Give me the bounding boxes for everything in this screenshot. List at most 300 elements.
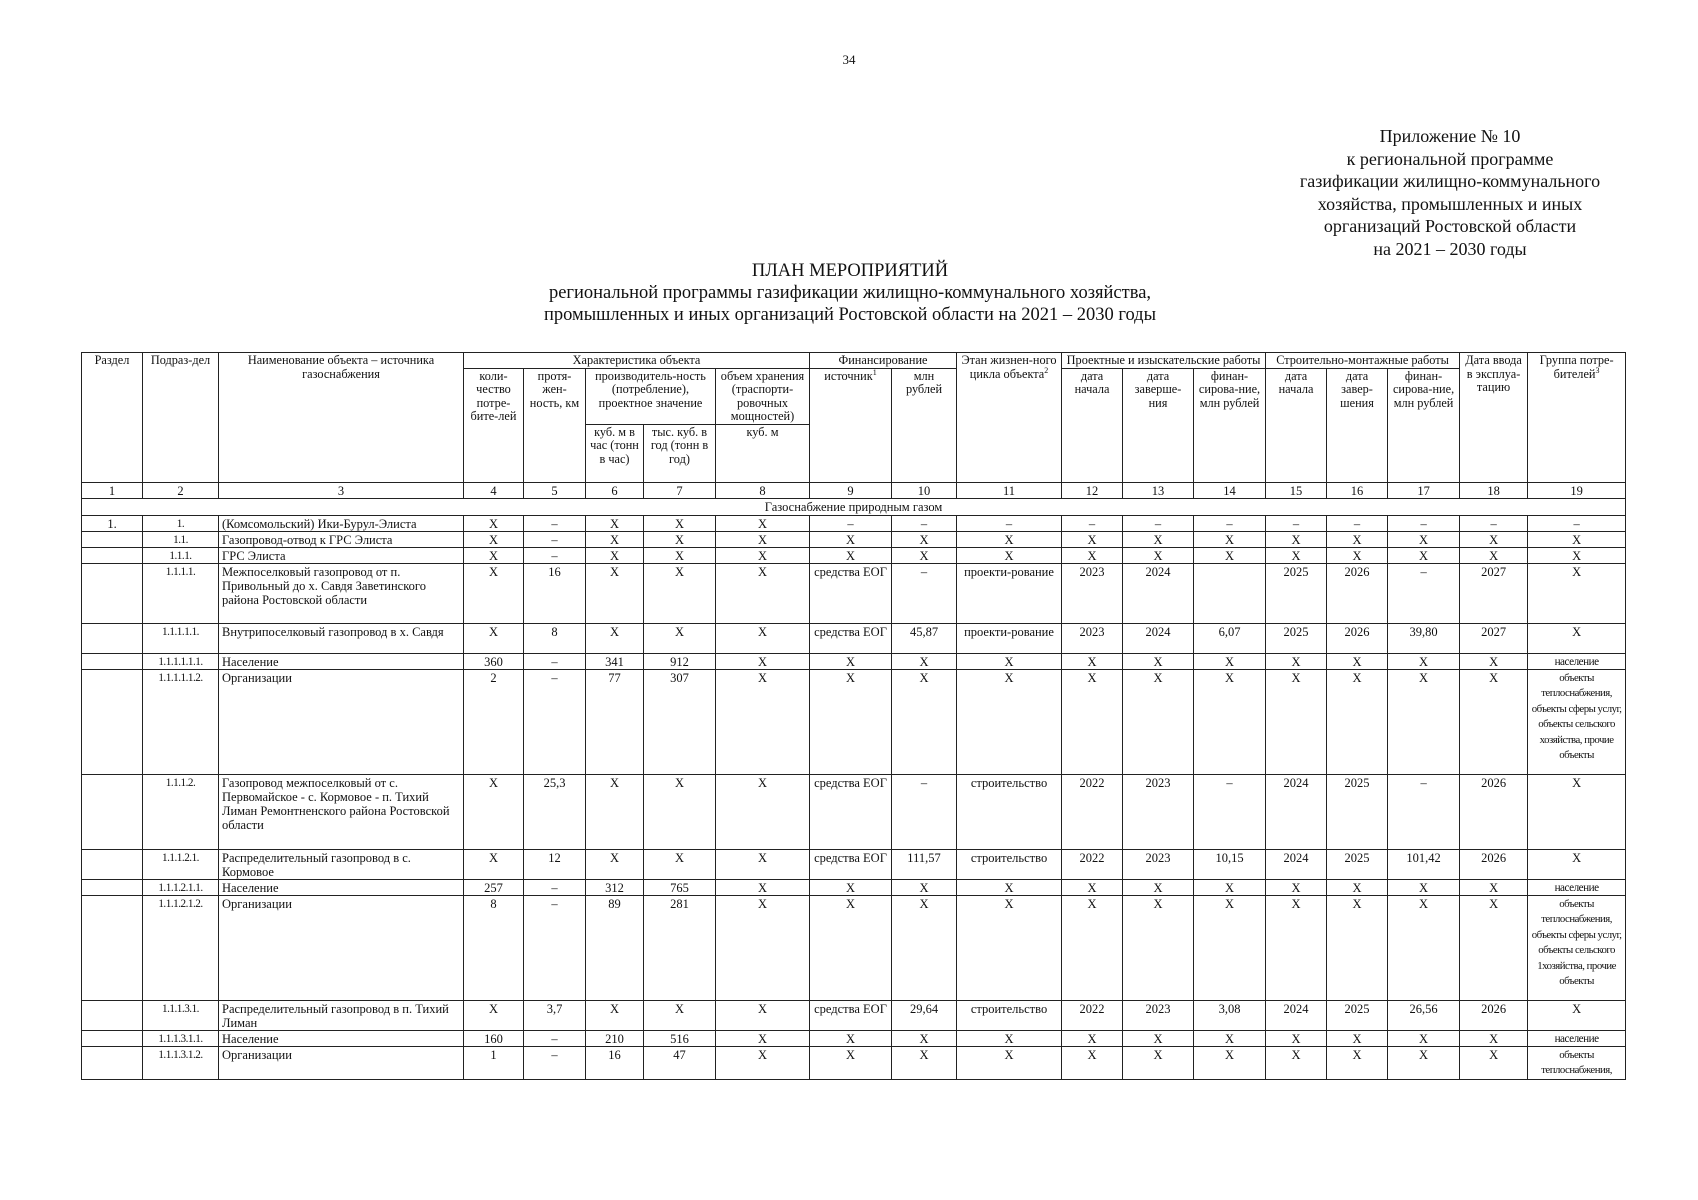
cell-code: 1.1.1.2.1. [143,849,219,879]
cell-c9: средства ЕОГ [810,623,892,653]
cell-c12: 2022 [1062,1000,1123,1030]
column-number: 12 [1062,482,1123,498]
cell-c12: X [1062,531,1123,547]
cell-c19: X [1528,531,1626,547]
title-subtitle: промышленных и иных организаций Ростовской области на 2021 – 2030 годы [543,305,1157,325]
cell-c5: 3,7 [524,1000,586,1030]
header-capacity-year: тыс. куб. в год (тонн в год) [644,424,716,482]
cell-c7: 765 [644,879,716,895]
header-financing: Финансирование [810,353,957,369]
cell-c9: средства ЕОГ [810,1000,892,1030]
cell-c17: X [1388,669,1460,774]
cell-c14: – [1194,774,1266,849]
cell-c15: 2025 [1266,623,1327,653]
cell-c18: X [1460,1046,1528,1079]
cell-c13: 2023 [1123,774,1194,849]
cell-c16: 2025 [1327,774,1388,849]
cell-c10: X [892,895,957,1000]
column-number: 5 [524,482,586,498]
table-row [82,895,1626,1000]
cell-c14: X [1194,531,1266,547]
cell-c12: X [1062,879,1123,895]
cell-c12: X [1062,669,1123,774]
cell-c18: 2027 [1460,563,1528,623]
column-number: 3 [219,482,464,498]
cell-c14 [1194,563,1266,623]
cell-c17: X [1388,1046,1460,1079]
cell-c10: 29,64 [892,1000,957,1030]
cell-c16: X [1327,653,1388,669]
cell-name: Организации [219,669,464,774]
cell-c16: 2025 [1327,1000,1388,1030]
cell-c4: X [464,849,524,879]
cell-c6: 210 [586,1030,644,1046]
appendix-line: хозяйства, промышленных и иных [1317,193,1583,214]
column-number: 4 [464,482,524,498]
cell-c19: X [1528,1000,1626,1030]
cell-c9: X [810,547,892,563]
cell-c15: X [1266,531,1327,547]
cell-c12: X [1062,1046,1123,1079]
table-row [82,623,1626,653]
cell-c7: 516 [644,1030,716,1046]
table-row [82,653,1626,669]
header-razdel: Раздел [82,353,143,483]
cell-c12: – [1062,515,1123,531]
header-smr-end: дата завер-шения [1327,368,1388,482]
cell-c14: X [1194,669,1266,774]
cell-c10: X [892,669,957,774]
cell-c8: X [716,1030,810,1046]
cell-c8: X [716,879,810,895]
cell-c16: X [1327,895,1388,1000]
cell-c11: проекти-рование [957,563,1062,623]
cell-c17: X [1388,547,1460,563]
cell-c10: X [892,1046,957,1079]
header-pir-start: дата начала [1062,368,1123,482]
cell-c16: X [1327,1030,1388,1046]
column-number: 1 [82,482,143,498]
cell-c5: 16 [524,563,586,623]
column-number: 18 [1460,482,1528,498]
cell-c9: X [810,1046,892,1079]
table-row [82,547,1626,563]
cell-name: Организации [219,1046,464,1079]
table-row [82,774,1626,849]
cell-c8: X [716,1000,810,1030]
cell-c11: X [957,1030,1062,1046]
plan-table [81,352,1626,1080]
cell-code: 1.1.1.2.1.1. [143,879,219,895]
cell-c18: X [1460,547,1528,563]
cell-c19: объекты теплоснабжения, объекты сферы услуг, объекты сельского хозяйства, прочие объекты [1528,669,1626,774]
cell-c11: X [957,547,1062,563]
cell-c13: X [1123,531,1194,547]
cell-c8: X [716,547,810,563]
cell-c19: объекты теплоснабжения, объекты сферы услуг, объекты сельского 1хозяйства, прочие объекты [1528,895,1626,1000]
table-row [82,515,1626,531]
cell-code: 1.1.1.1.1.2. [143,669,219,774]
column-number: 9 [810,482,892,498]
table-body [82,515,1626,1079]
header-pir-financing: финан-сирова-ние, млн рублей [1194,368,1266,482]
cell-c19: X [1528,563,1626,623]
cell-razdel [82,623,143,653]
cell-c6: X [586,515,644,531]
cell-name: Газопровод межпоселковый от с. Первомайское - с. Кормовое - п. Тихий Лиман Ремонтненского района Ростовской области [219,774,464,849]
cell-c6: X [586,1000,644,1030]
cell-c16: X [1327,547,1388,563]
cell-c8: X [716,895,810,1000]
table-row [82,563,1626,623]
column-number: 13 [1123,482,1194,498]
cell-c17: – [1388,774,1460,849]
cell-c7: X [644,515,716,531]
cell-c4: 360 [464,653,524,669]
section-title: Газоснабжение природным газом [82,498,1626,515]
cell-c9: X [810,531,892,547]
cell-c18: X [1460,531,1528,547]
cell-c17: X [1388,1030,1460,1046]
cell-c7: X [644,563,716,623]
cell-c8: X [716,653,810,669]
cell-razdel [82,531,143,547]
cell-c12: 2023 [1062,623,1123,653]
cell-c15: X [1266,1046,1327,1079]
header-object-name: Наименование объекта – источника газоснабжения [219,353,464,483]
cell-c10: – [892,774,957,849]
cell-c16: – [1327,515,1388,531]
cell-c13: 2023 [1123,1000,1194,1030]
cell-c7: 307 [644,669,716,774]
cell-c14: X [1194,653,1266,669]
cell-razdel [82,563,143,623]
cell-c9: X [810,895,892,1000]
cell-c15: X [1266,669,1327,774]
cell-c18: 2026 [1460,1000,1528,1030]
header-consumer-group: Группа потре-бителей$^3$ [1528,353,1626,483]
column-number: 19 [1528,482,1626,498]
cell-c19: X [1528,547,1626,563]
header-smr-start: дата начала [1266,368,1327,482]
cell-razdel [82,879,143,895]
column-numbers-row [82,482,1626,498]
cell-c13: X [1123,653,1194,669]
cell-razdel [82,547,143,563]
cell-c13: X [1123,1030,1194,1046]
cell-c7: X [644,774,716,849]
cell-c16: X [1327,879,1388,895]
column-number: 15 [1266,482,1327,498]
table-row [82,879,1626,895]
cell-c7: X [644,531,716,547]
page-number: 34 [842,52,856,67]
cell-razdel: 1. [82,515,143,531]
column-number: 14 [1194,482,1266,498]
cell-c8: X [716,669,810,774]
cell-c11: X [957,653,1062,669]
cell-code: 1.1.1.2.1.2. [143,895,219,1000]
cell-c9: – [810,515,892,531]
cell-c11: X [957,879,1062,895]
cell-c5: – [524,531,586,547]
cell-c12: 2022 [1062,774,1123,849]
cell-c18: X [1460,879,1528,895]
column-number: 16 [1327,482,1388,498]
cell-c14: X [1194,879,1266,895]
header-storage-unit: куб. м [716,424,810,482]
cell-code: 1.1.1.2. [143,774,219,849]
cell-c14: 10,15 [1194,849,1266,879]
cell-c16: X [1327,669,1388,774]
cell-c6: X [586,531,644,547]
cell-c13: – [1123,515,1194,531]
cell-c8: X [716,774,810,849]
table-row [82,1030,1626,1046]
cell-c17: – [1388,563,1460,623]
cell-c16: 2026 [1327,563,1388,623]
cell-c6: X [586,849,644,879]
cell-code: 1.1.1. [143,547,219,563]
cell-c9: X [810,879,892,895]
header-smr-financing: финан-сирова-ние, млн рублей [1388,368,1460,482]
cell-c19: X [1528,849,1626,879]
cell-name: (Комсомольский) Ики-Бурул-Элиста [219,515,464,531]
cell-code: 1.1.1.1.1.1. [143,653,219,669]
cell-code: 1.1.1.1. [143,563,219,623]
cell-c7: X [644,849,716,879]
header-commissioning-date: Дата ввода в эксплуа-тацию [1460,353,1528,483]
appendix-line: Приложение № 10 [1379,126,1521,146]
cell-c15: 2024 [1266,774,1327,849]
cell-c18: – [1460,515,1528,531]
appendix-line: организаций Ростовской области [1323,216,1577,236]
cell-c13: X [1123,895,1194,1000]
cell-c10: 111,57 [892,849,957,879]
header-source: источник$^1$ [810,368,892,482]
cell-c8: X [716,515,810,531]
cell-code: 1.1. [143,531,219,547]
cell-razdel [82,1030,143,1046]
cell-c15: 2024 [1266,1000,1327,1030]
cell-c5: – [524,547,586,563]
cell-c12: X [1062,895,1123,1000]
cell-c7: X [644,547,716,563]
cell-c17: 26,56 [1388,1000,1460,1030]
cell-name: Распределительный газопровод в с. Кормовое [219,849,464,879]
cell-code: 1.1.1.3.1.2. [143,1046,219,1079]
column-number: 6 [586,482,644,498]
cell-c8: X [716,1046,810,1079]
cell-c10: X [892,531,957,547]
cell-c7: 912 [644,653,716,669]
cell-c12: 2022 [1062,849,1123,879]
cell-c14: X [1194,1030,1266,1046]
cell-c13: X [1123,669,1194,774]
cell-c12: X [1062,547,1123,563]
table-row [82,531,1626,547]
cell-razdel [82,774,143,849]
cell-c15: X [1266,653,1327,669]
cell-c7: X [644,623,716,653]
cell-c13: X [1123,547,1194,563]
table-row [82,849,1626,879]
cell-razdel [82,895,143,1000]
cell-c9: средства ЕОГ [810,774,892,849]
cell-name: Население [219,1030,464,1046]
cell-c6: 341 [586,653,644,669]
cell-razdel [82,669,143,774]
cell-razdel [82,849,143,879]
cell-c8: X [716,563,810,623]
cell-c5: – [524,653,586,669]
cell-c17: X [1388,895,1460,1000]
cell-c11: – [957,515,1062,531]
cell-c15: X [1266,895,1327,1000]
cell-c5: – [524,879,586,895]
cell-c6: X [586,774,644,849]
table-row [82,1046,1626,1079]
cell-c11: X [957,1046,1062,1079]
cell-c19: население [1528,1030,1626,1046]
cell-c12: 2023 [1062,563,1123,623]
cell-c10: – [892,563,957,623]
cell-c4: 1 [464,1046,524,1079]
cell-c14: X [1194,547,1266,563]
cell-c11: X [957,531,1062,547]
header-pir-end: дата заверше-ния [1123,368,1194,482]
cell-c17: X [1388,653,1460,669]
cell-c6: 77 [586,669,644,774]
cell-c6: 89 [586,895,644,1000]
cell-c8: X [716,849,810,879]
cell-c6: 16 [586,1046,644,1079]
column-number: 10 [892,482,957,498]
cell-c18: X [1460,895,1528,1000]
cell-c4: 8 [464,895,524,1000]
cell-c11: строительство [957,1000,1062,1030]
cell-c14: – [1194,515,1266,531]
cell-c17: 101,42 [1388,849,1460,879]
cell-c6: X [586,547,644,563]
cell-c7: 281 [644,895,716,1000]
cell-c10: X [892,1030,957,1046]
header-design-survey: Проектные и изыскательские работы [1062,353,1266,369]
cell-name: Межпоселковый газопровод от п. Привольный до х. Савдя Заветинского района Ростовской области [219,563,464,623]
cell-name: ГРС Элиста [219,547,464,563]
cell-c13: 2024 [1123,623,1194,653]
cell-c10: – [892,515,957,531]
cell-c18: 2026 [1460,849,1528,879]
cell-c5: – [524,515,586,531]
cell-code: 1.1.1.1.1. [143,623,219,653]
header-construction: Строительно-монтажные работы [1266,353,1460,369]
cell-c16: 2026 [1327,623,1388,653]
cell-c8: X [716,623,810,653]
cell-c9: X [810,653,892,669]
cell-c6: X [586,563,644,623]
appendix-line: газификации жилищно-коммунального [1299,171,1601,191]
cell-c17: – [1388,515,1460,531]
title-subtitle: региональной программы газификации жилищно-коммунального хозяйства, [548,283,1152,303]
cell-c10: X [892,879,957,895]
cell-c19: объекты теплоснабжения, [1528,1046,1626,1079]
header-length: протя-жен-ность, км [524,368,586,482]
cell-name: Распределительный газопровод в п. Тихий Лиман [219,1000,464,1030]
cell-c6: 312 [586,879,644,895]
document-title [400,260,1300,326]
cell-c19: X [1528,623,1626,653]
cell-c15: X [1266,547,1327,563]
header-podrazdel: Подраз-дел [143,353,219,483]
cell-c19: население [1528,653,1626,669]
header-mln-rub: млн рублей [892,368,957,482]
cell-c4: X [464,774,524,849]
cell-c9: X [810,1030,892,1046]
cell-c8: X [716,531,810,547]
column-number: 8 [716,482,810,498]
cell-c18: X [1460,653,1528,669]
cell-c14: 3,08 [1194,1000,1266,1030]
cell-c14: X [1194,895,1266,1000]
column-number: 11 [957,482,1062,498]
cell-c11: строительство [957,774,1062,849]
cell-c13: 2023 [1123,849,1194,879]
cell-c9: средства ЕОГ [810,563,892,623]
cell-c18: X [1460,1030,1528,1046]
cell-code: 1.1.1.3.1.1. [143,1030,219,1046]
header-storage: объем хранения (траспорти-ровочных мощностей) [716,368,810,424]
cell-c7: 47 [644,1046,716,1079]
appendix-line: к региональной программе [1346,148,1554,169]
cell-c11: X [957,669,1062,774]
cell-razdel [82,653,143,669]
table-row [82,1000,1626,1030]
cell-c5: – [524,669,586,774]
cell-code: 1.1.1.3.1. [143,1000,219,1030]
cell-c4: X [464,1000,524,1030]
cell-razdel [82,1046,143,1079]
cell-c10: 45,87 [892,623,957,653]
cell-c16: 2025 [1327,849,1388,879]
column-number: 2 [143,482,219,498]
cell-c5: 25,3 [524,774,586,849]
cell-c5: – [524,895,586,1000]
cell-c17: X [1388,879,1460,895]
cell-c19: X [1528,774,1626,849]
cell-c5: – [524,1030,586,1046]
cell-c4: X [464,547,524,563]
cell-name: Внутрипоселковый газопровод в х. Савдя [219,623,464,653]
cell-c12: X [1062,653,1123,669]
cell-code: 1. [143,515,219,531]
cell-c19: – [1528,515,1626,531]
cell-c4: X [464,623,524,653]
cell-c15: 2024 [1266,849,1327,879]
cell-c18: X [1460,669,1528,774]
cell-name: Организации [219,895,464,1000]
cell-c15: – [1266,515,1327,531]
title-main: ПЛАН МЕРОПРИЯТИЙ [751,261,949,281]
appendix-line: на 2021 – 2030 годы [1373,238,1527,259]
cell-c9: X [810,669,892,774]
cell-c13: 2024 [1123,563,1194,623]
column-number: 17 [1388,482,1460,498]
cell-c16: X [1327,1046,1388,1079]
cell-c17: X [1388,531,1460,547]
header-capacity: производитель-ность (потребление), проектное значение [586,368,716,424]
cell-c13: X [1123,879,1194,895]
